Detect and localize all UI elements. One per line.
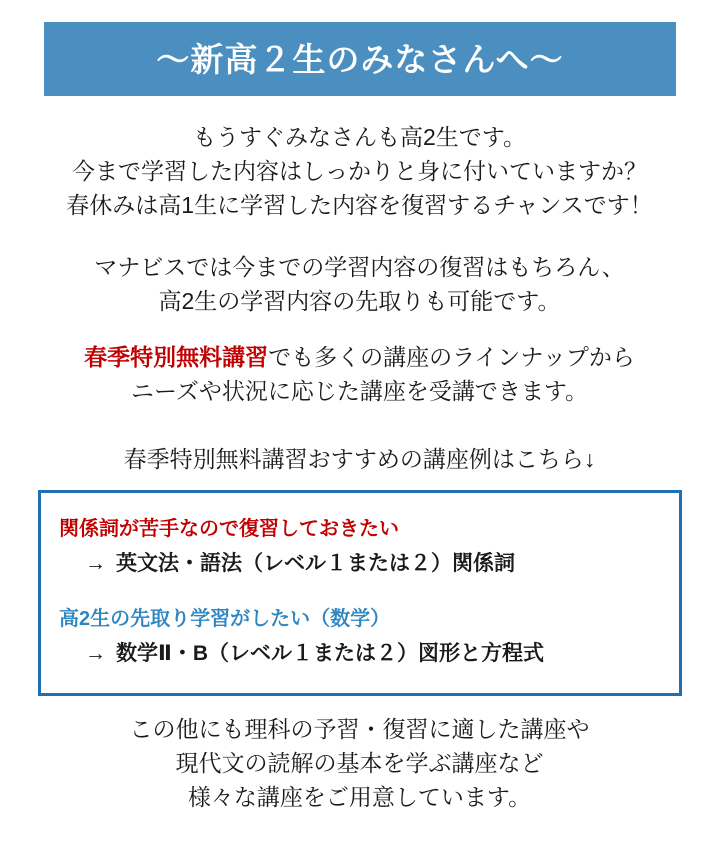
course-item-math (59, 605, 544, 669)
manavis-line-2: 高2生の学習内容の先取りも可能です。 (158, 288, 561, 314)
footer-line-2: 現代文の読解の基本を学ぶ講座など (175, 750, 544, 776)
intro-line-2: 今まで学習した内容はしっかりと身に付いていますか？ (72, 158, 647, 184)
campaign-line-1-rest: でも多くの講座のラインナップから (268, 344, 635, 370)
campaign-paragraph (0, 340, 719, 408)
arrow-icon: → (85, 552, 106, 575)
campaign-line-1 (0, 340, 719, 374)
course-detail-math-text: 数学Ⅱ・B（レベル１または２）図形と方程式 (116, 642, 544, 665)
campaign-line-2: ニーズや状況に応じた講座を受講できます。 (130, 378, 588, 404)
lead-text: 春季特別無料講習おすすめの講座例はこちら↓ (123, 446, 596, 472)
course-detail-english (59, 549, 515, 579)
footer-line-3: 様々な講座をご用意しています。 (187, 784, 532, 810)
footer-line-1: この他にも理科の予習・復習に適した講座や (129, 716, 590, 742)
lead-paragraph (0, 442, 719, 476)
course-item-english (59, 515, 515, 579)
campaign-highlight: 春季特別無料講習 (84, 344, 269, 370)
intro-line-1: もうすぐみなさんも高2生です。 (193, 124, 526, 150)
course-head-english: 関係詞が苦手なので復習しておきたい (59, 518, 399, 540)
course-head-math: 高2生の先取り学習がしたい（数学） (59, 608, 391, 630)
footer-paragraph (0, 712, 719, 814)
course-detail-math (59, 639, 544, 669)
header-banner (44, 22, 676, 96)
intro-paragraph (0, 120, 719, 222)
manavis-line-1: マナビスでは今までの学習内容の復習はもちろん、 (94, 254, 625, 280)
course-detail-english-text: 英文法・語法（レベル１または２）関係詞 (116, 552, 515, 575)
manavis-paragraph (0, 250, 719, 318)
arrow-icon: → (85, 642, 106, 665)
course-example-box (38, 490, 682, 696)
banner-title: 〜新高２生のみなさんへ〜 (156, 40, 564, 78)
intro-line-3: 春休みは高1生に学習した内容を復習するチャンスです！ (66, 192, 653, 218)
